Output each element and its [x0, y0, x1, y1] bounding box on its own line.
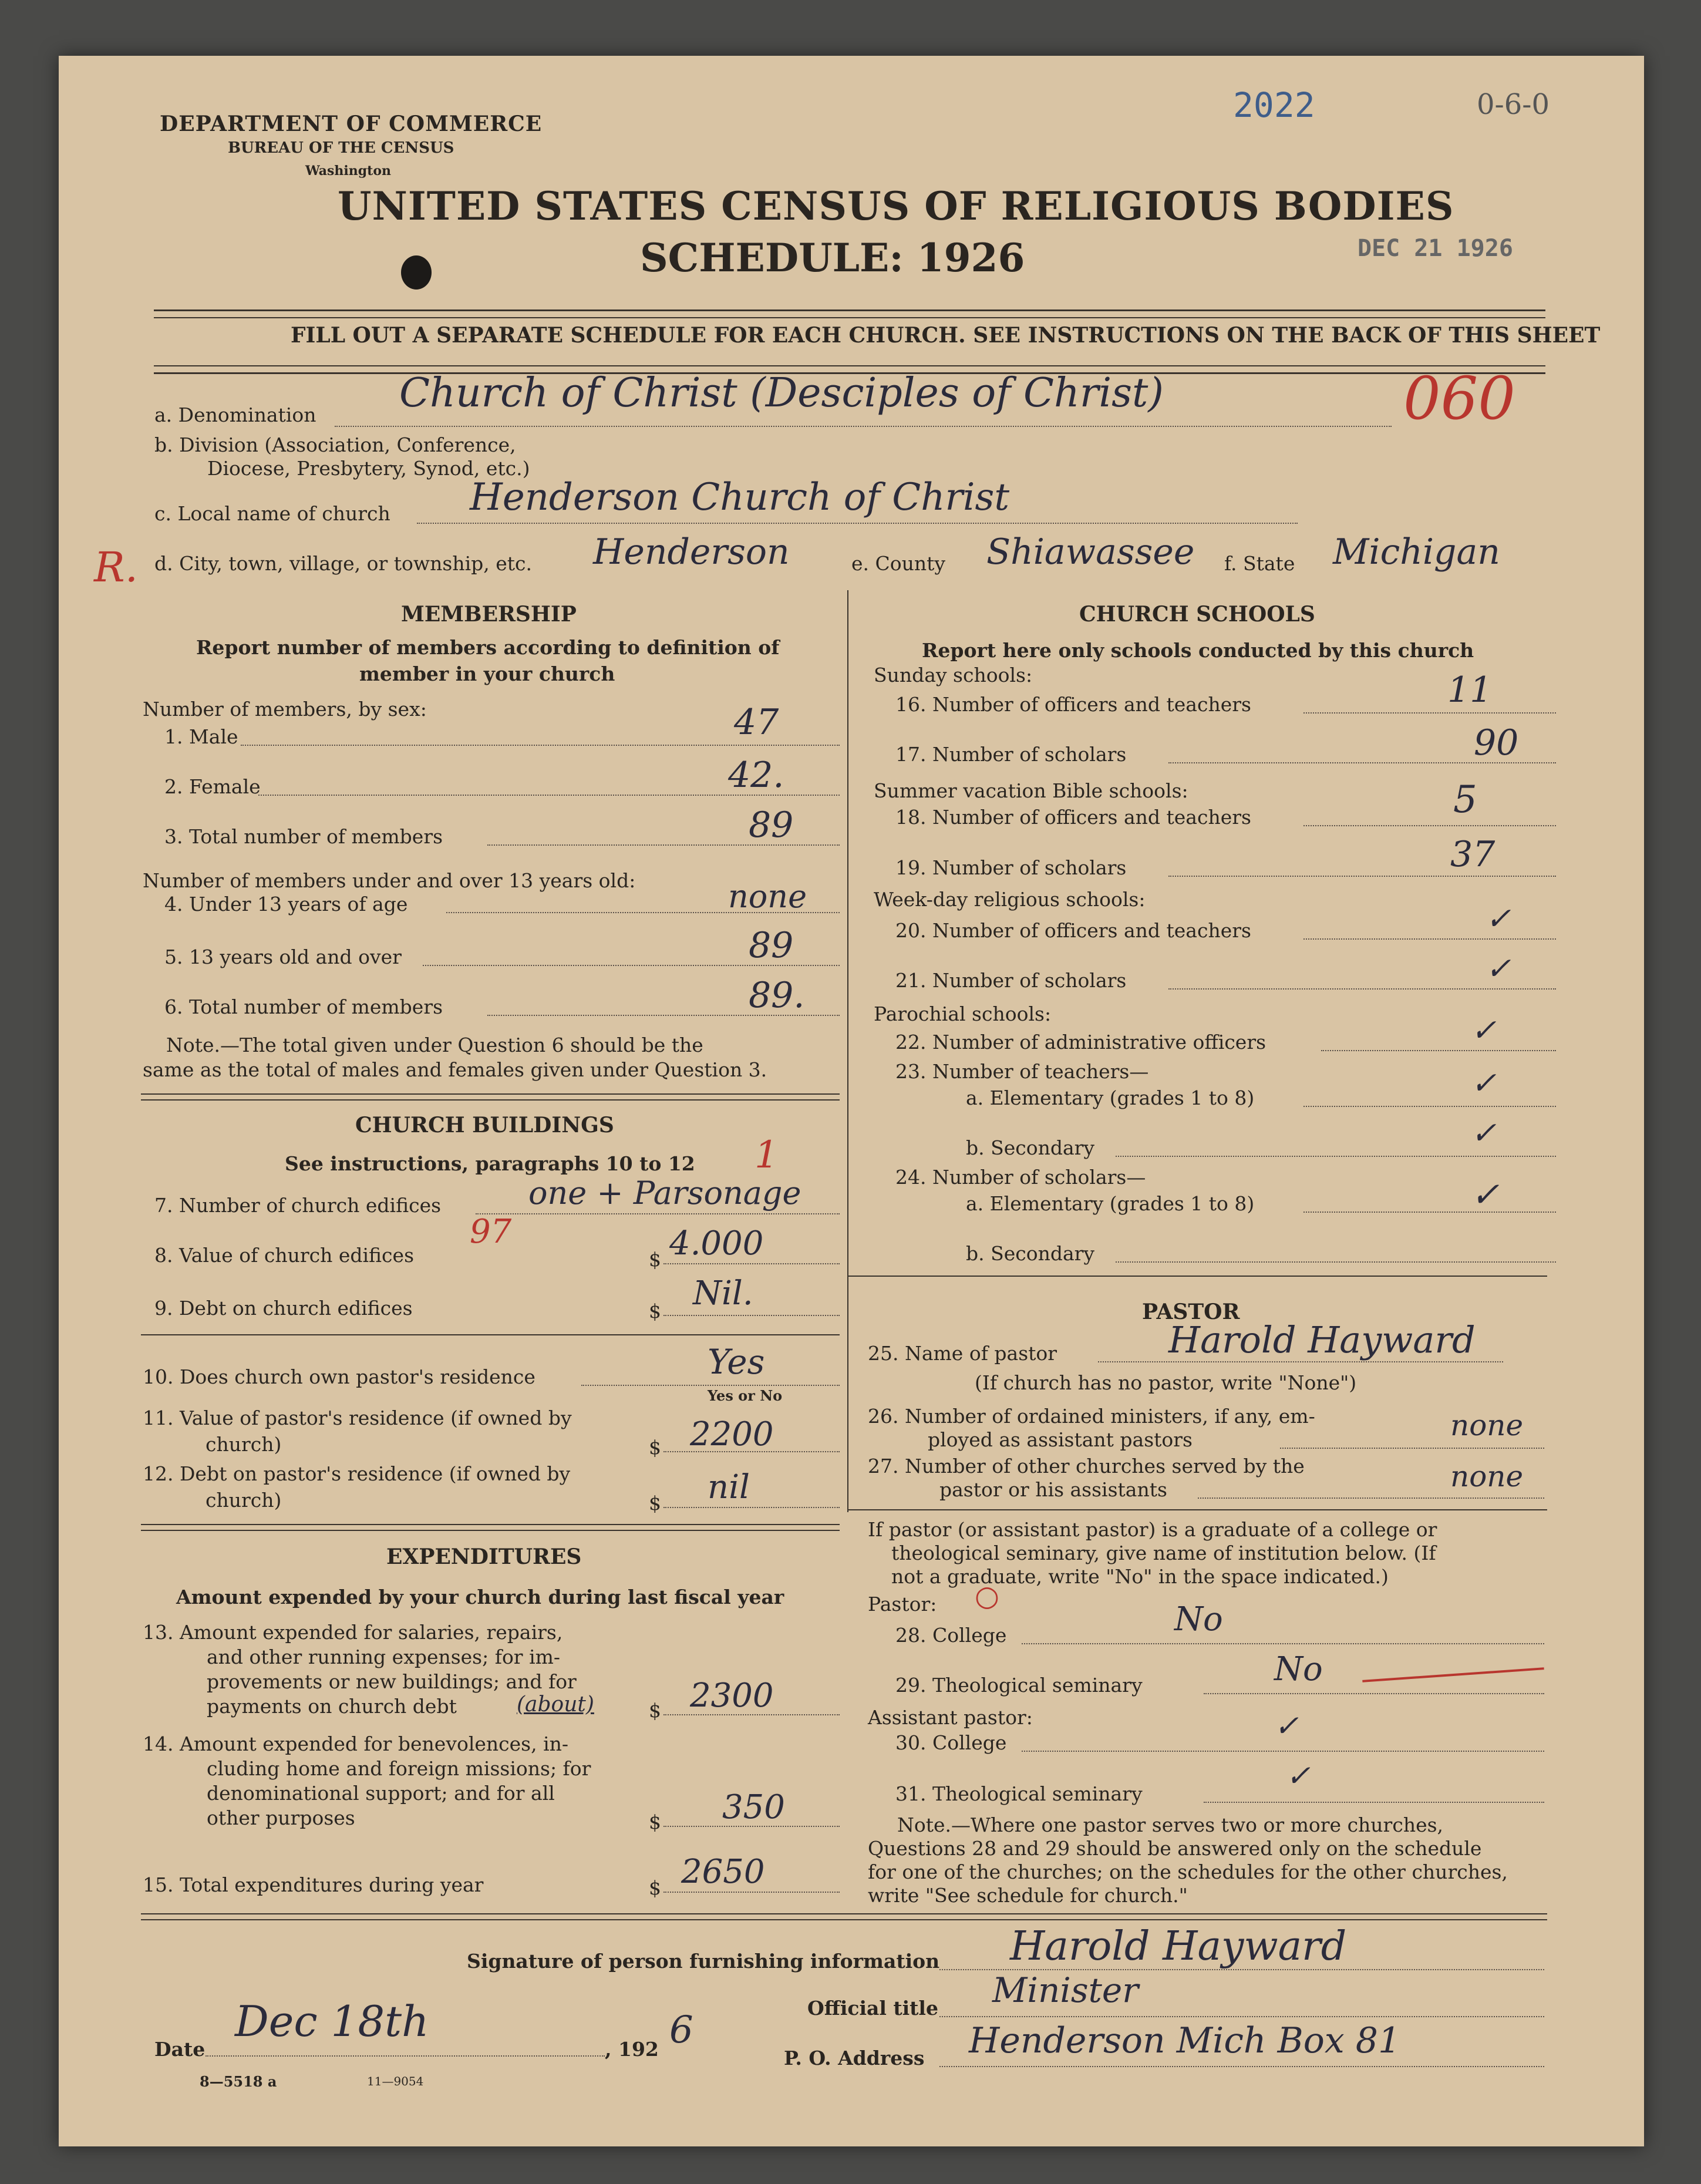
q15-dollar: $	[649, 1876, 661, 1899]
q27-label: 27. Number of other churches served by the	[868, 1455, 1305, 1478]
q23a-label: a. Elementary (grades 1 to 8)	[966, 1086, 1255, 1109]
q24-label: 24. Number of scholars—	[895, 1166, 1146, 1189]
q4-label: 4. Under 13 years of age	[164, 893, 408, 916]
q8-mark: 97	[470, 1213, 512, 1251]
city-label: d. City, town, village, or township, etc.	[154, 552, 533, 575]
fill-line	[581, 1385, 840, 1386]
divider	[141, 1524, 840, 1525]
q24b-label: b. Secondary	[966, 1242, 1095, 1265]
fill-line	[417, 523, 1298, 524]
fill-line	[1116, 1261, 1556, 1263]
pastor-note-line3: for one of the churches; on the schedules for the other churches,	[868, 1860, 1508, 1883]
q2-label: 2. Female	[164, 775, 261, 798]
fill-line	[1022, 1643, 1544, 1644]
fill-line	[663, 1507, 840, 1508]
fill-line	[1022, 1751, 1544, 1752]
column-divider	[847, 590, 848, 1512]
margin-mark: R.	[94, 543, 138, 591]
fill-line	[1198, 1497, 1544, 1499]
sunday-heading: Sunday schools:	[874, 664, 1033, 687]
denomination-code: 060	[1403, 364, 1515, 433]
po-address-label: P. O. Address	[784, 2047, 925, 2069]
membership-sub-cont: member in your church	[359, 662, 615, 685]
divider	[154, 365, 1545, 366]
q21-label: 21. Number of scholars	[895, 969, 1127, 992]
q30-value: ✓	[1274, 1709, 1299, 1743]
q14-value: 350	[722, 1788, 785, 1826]
official-title-value: Minister	[992, 1970, 1139, 2010]
q13-line4: payments on church debt	[207, 1695, 457, 1718]
fill-line	[335, 426, 1392, 427]
schedule-title: SCHEDULE: 1926	[640, 235, 1025, 281]
local-name-value: Henderson Church of Christ	[470, 476, 1010, 519]
q9-value: Nil.	[693, 1274, 753, 1313]
buildings-heading: CHURCH BUILDINGS	[355, 1113, 614, 1138]
q20-value: ✓	[1486, 901, 1511, 937]
q12-dollar: $	[649, 1492, 661, 1515]
expenditures-sub: Amount expended by your church during last fiscal year	[176, 1586, 784, 1608]
q17-value: 90	[1474, 722, 1519, 763]
pastor-note: Note.—Where one pastor serves two or more churches,	[897, 1813, 1444, 1836]
q26-label: 26. Number of ordained ministers, if any, em-	[868, 1405, 1315, 1428]
q29-label: 29. Theological seminary	[895, 1674, 1143, 1697]
q22-label: 22. Number of administrative officers	[895, 1031, 1267, 1054]
q14-line2: cluding home and foreign missions; for	[207, 1757, 591, 1780]
divider	[141, 1913, 1547, 1914]
divider	[848, 1509, 1547, 1510]
fill-line	[1098, 1361, 1503, 1362]
q18-label: 18. Number of officers and teachers	[895, 806, 1251, 829]
fill-line	[1168, 988, 1556, 990]
bureau-name: BUREAU OF THE CENSUS	[228, 139, 454, 157]
local-name-label: c. Local name of church	[154, 502, 390, 525]
q15-label: 15. Total expenditures during year	[143, 1873, 484, 1896]
date-value: Dec 18th	[235, 1997, 429, 2046]
parochial-heading: Parochial schools:	[874, 1002, 1052, 1025]
schools-sub: Report here only schools conducted by this church	[922, 639, 1474, 662]
q3-label: 3. Total number of members	[164, 825, 443, 848]
q18-value: 5	[1453, 778, 1477, 822]
q25-note: (If church has no pastor, write "None")	[975, 1371, 1357, 1394]
fill-line	[1303, 825, 1556, 826]
q12-label-cont: church)	[206, 1489, 282, 1512]
expenditures-heading: EXPENDITURES	[386, 1544, 582, 1569]
q16-value: 11	[1447, 669, 1493, 711]
divider	[848, 1276, 1547, 1277]
q13-dollar: $	[649, 1699, 661, 1722]
divider	[141, 1093, 840, 1095]
fill-line	[663, 1892, 840, 1893]
schools-heading: CHURCH SCHOOLS	[1079, 602, 1315, 627]
received-date-stamp: DEC 21 1926	[1358, 235, 1513, 262]
q9-dollar: $	[649, 1300, 661, 1322]
q13-value: 2300	[690, 1677, 774, 1715]
q13-line2: and other running expenses; for im-	[207, 1645, 561, 1668]
fill-line	[1303, 712, 1556, 714]
q23b-label: b. Secondary	[966, 1136, 1095, 1159]
official-title-label: Official title	[807, 1997, 938, 2020]
form-title: UNITED STATES CENSUS OF RELIGIOUS BODIES	[338, 183, 1454, 229]
membership-note: Note.—The total given under Question 6 should be the	[166, 1034, 703, 1056]
q23b-value: ✓	[1471, 1116, 1497, 1151]
q25-value: Harold Hayward	[1168, 1318, 1476, 1361]
q7-value: one + Parsonage	[528, 1175, 801, 1212]
signature-value: Harold Hayward	[1010, 1923, 1347, 1970]
year-digit: 6	[669, 2008, 693, 2052]
graduate-instruction: If pastor (or assistant pastor) is a graduate of a college or	[868, 1518, 1437, 1541]
q5-label: 5. 13 years old and over	[164, 945, 402, 968]
q11-dollar: $	[649, 1436, 661, 1459]
q11-label: 11. Value of pastor's residence (if owned by	[143, 1406, 572, 1429]
q11-label-cont: church)	[206, 1433, 282, 1456]
corner-code: 0-6-0	[1477, 88, 1550, 121]
q8-value: 4.000	[669, 1224, 764, 1263]
instruction-banner: FILL OUT A SEPARATE SCHEDULE FOR EACH CHURCH. SEE INSTRUCTIONS ON THE BACK OF THIS SHEET	[291, 323, 1601, 348]
q12-value: nil	[708, 1468, 750, 1506]
q31-label: 31. Theological seminary	[895, 1782, 1143, 1805]
q27-value: none	[1450, 1459, 1524, 1493]
pastor-sub-label: Pastor:	[868, 1593, 937, 1616]
q13-line3: provements or new buildings; and for	[207, 1670, 577, 1693]
state-value: Michigan	[1333, 531, 1500, 573]
q10-label: 10. Does church own pastor's residence	[143, 1365, 535, 1388]
q8-dollar: $	[649, 1248, 661, 1271]
weekday-heading: Week-day religious schools:	[874, 888, 1146, 911]
form-number: 8—5518 a	[200, 2073, 277, 2090]
signature-label: Signature of person furnishing information	[467, 1950, 940, 1973]
q23a-value: ✓	[1471, 1066, 1497, 1101]
q4-value: none	[728, 878, 807, 915]
q12-label: 12. Debt on pastor's residence (if owned by	[143, 1462, 571, 1485]
q13-line1: 13. Amount expended for salaries, repairs,	[143, 1621, 563, 1644]
fill-line	[241, 745, 840, 746]
punch-hole	[401, 255, 432, 290]
q8-label: 8. Value of church edifices	[154, 1244, 415, 1267]
age-heading: Number of members under and over 13 years old:	[143, 869, 636, 892]
po-address-value: Henderson Mich Box 81	[969, 2020, 1401, 2061]
q3-value: 89	[749, 805, 794, 846]
pastor-note-line4: write "See schedule for church."	[868, 1884, 1188, 1907]
q17-label: 17. Number of scholars	[895, 743, 1127, 766]
membership-note-cont: same as the total of males and females given under Question 3.	[143, 1058, 767, 1081]
department-name: DEPARTMENT OF COMMERCE	[160, 112, 543, 136]
fill-line	[1303, 938, 1556, 940]
q1-value: 47	[734, 702, 779, 743]
pastor-note-line2: Questions 28 and 29 should be answered only on the schedule	[868, 1837, 1482, 1860]
q19-value: 37	[1450, 834, 1495, 875]
date-label: Date	[154, 2038, 206, 2061]
pastor-mark: ○	[975, 1580, 999, 1613]
q14-dollar: $	[649, 1811, 661, 1833]
divider	[141, 1334, 840, 1335]
q23-label: 23. Number of teachers—	[895, 1060, 1149, 1083]
fill-line	[206, 2055, 605, 2057]
divider	[154, 309, 1545, 311]
fill-line	[663, 1263, 840, 1264]
q9-label: 9. Debt on church edifices	[154, 1297, 413, 1320]
q6-value: 89.	[749, 975, 805, 1016]
q2-value: 42.	[728, 755, 784, 796]
fill-line	[1116, 1156, 1556, 1157]
q28-label: 28. College	[895, 1624, 1007, 1647]
assistant-sub-label: Assistant pastor:	[868, 1706, 1033, 1729]
q22-value: ✓	[1471, 1013, 1497, 1048]
membership-heading: MEMBERSHIP	[401, 602, 577, 627]
fill-line	[939, 2066, 1544, 2067]
county-value: Shiawassee	[986, 531, 1195, 573]
fill-line	[1280, 1448, 1544, 1449]
fill-line	[1303, 1212, 1556, 1213]
q1-label: 1. Male	[164, 725, 238, 748]
q25-label: 25. Name of pastor	[868, 1342, 1057, 1365]
q29-value: No	[1274, 1650, 1323, 1688]
graduate-instruction-cont: theological seminary, give name of institution below. (If	[891, 1542, 1436, 1564]
q10-value: Yes	[708, 1342, 765, 1382]
q19-label: 19. Number of scholars	[895, 856, 1127, 879]
denomination-label: a. Denomination	[154, 403, 316, 426]
q31-value: ✓	[1286, 1759, 1311, 1793]
q14-line1: 14. Amount expended for benevolences, in-	[143, 1732, 569, 1755]
division-label: b. Division (Association, Conference,	[154, 433, 516, 456]
q24a-value: ✓	[1471, 1175, 1500, 1214]
fill-line	[1204, 1802, 1544, 1803]
q28-value: No	[1174, 1600, 1223, 1638]
q21-value: ✓	[1486, 951, 1511, 987]
divider	[154, 317, 1545, 318]
q10-hint: Yes or No	[708, 1387, 783, 1404]
buildings-sub: See instructions, paragraphs 10 to 12	[285, 1152, 695, 1175]
q26-label-cont: ployed as assistant pastors	[928, 1428, 1193, 1451]
pastor-heading: PASTOR	[1142, 1300, 1240, 1324]
summer-heading: Summer vacation Bible schools:	[874, 779, 1188, 802]
fill-line	[939, 2016, 1544, 2017]
q7-label: 7. Number of church edifices	[154, 1194, 442, 1217]
year-prefix: , 192	[605, 2038, 659, 2061]
bureau-city: Washington	[305, 163, 391, 179]
membership-sub: Report number of members according to definition of	[196, 636, 780, 659]
q5-value: 89	[749, 925, 794, 966]
by-sex-heading: Number of members, by sex:	[143, 698, 427, 721]
q20-label: 20. Number of officers and teachers	[895, 919, 1251, 942]
fill-line	[1204, 1693, 1544, 1694]
stamp-number: 2022	[1233, 85, 1315, 125]
print-number: 11—9054	[367, 2074, 424, 2088]
county-label: e. County	[851, 552, 946, 575]
divider	[141, 1530, 840, 1531]
q13-note: (about)	[517, 1692, 594, 1717]
divider	[141, 1919, 1547, 1920]
q30-label: 30. College	[895, 1731, 1007, 1754]
fill-line	[663, 1315, 840, 1316]
city-value: Henderson	[593, 531, 790, 573]
q15-value: 2650	[681, 1853, 765, 1891]
fill-line	[1321, 1050, 1556, 1051]
q7-mark: 1	[754, 1133, 779, 1177]
division-label-cont: Diocese, Presbytery, Synod, etc.)	[207, 457, 530, 480]
q16-label: 16. Number of officers and teachers	[895, 693, 1251, 716]
fill-line	[1303, 1106, 1556, 1107]
fill-line	[476, 1213, 840, 1214]
state-label: f. State	[1224, 552, 1295, 575]
q14-line4: other purposes	[207, 1806, 355, 1829]
q24a-label: a. Elementary (grades 1 to 8)	[966, 1192, 1255, 1215]
q27-label-cont: pastor or his assistants	[939, 1478, 1167, 1501]
q14-line3: denominational support; and for all	[207, 1782, 555, 1805]
q26-value: none	[1450, 1408, 1524, 1442]
q6-label: 6. Total number of members	[164, 995, 443, 1018]
denomination-value: Church of Christ (Desciples of Christ)	[399, 370, 1164, 416]
q11-value: 2200	[690, 1415, 774, 1453]
graduate-instruction-end: not a graduate, write "No" in the space indicated.)	[891, 1565, 1389, 1588]
fill-line	[1168, 876, 1556, 877]
divider	[141, 1099, 840, 1101]
